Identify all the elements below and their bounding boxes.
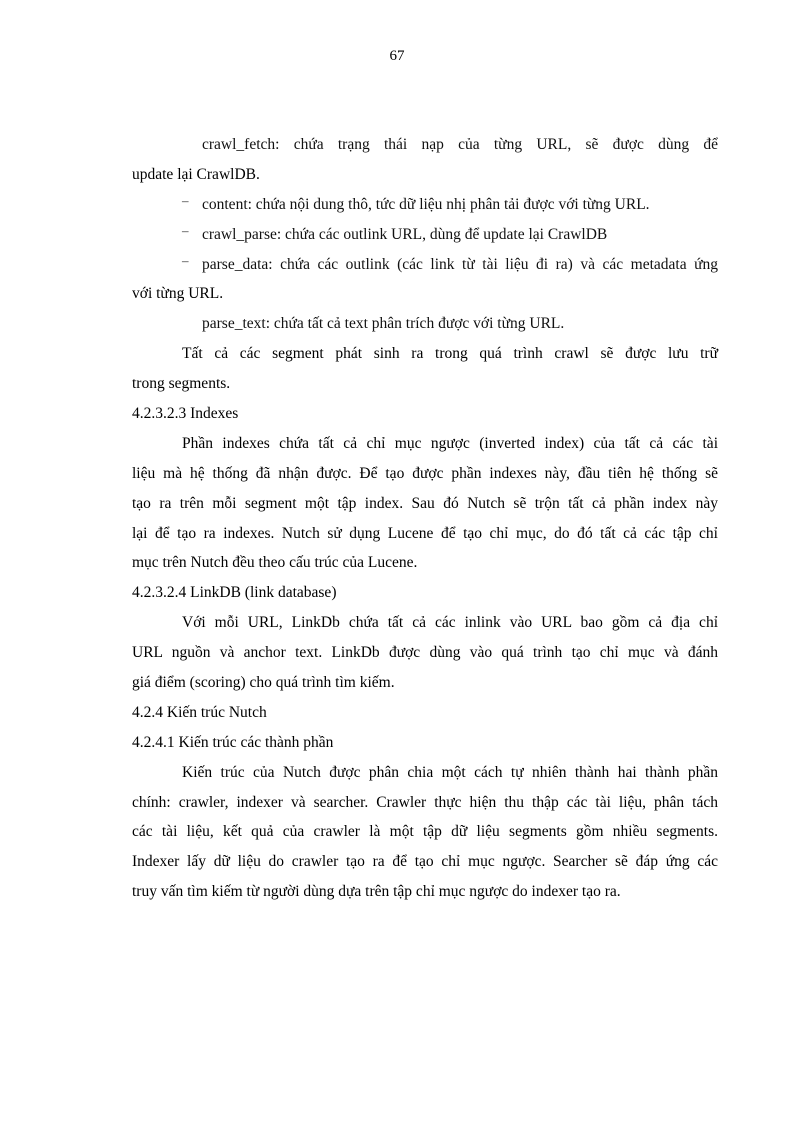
paragraph-line: các tài liệu, kết quả của crawler là một tập dữ liệu segments gồm nhiều segments. bbox=[132, 823, 718, 841]
list-item-parse-text: parse_text: chứa tất cả text phân trích được với từng URL. bbox=[202, 315, 565, 333]
paragraph-line: Kiến trúc của Nutch được phân chia một cách tự nhiên thành hai thành phần bbox=[182, 763, 718, 781]
paragraph-line: Với mỗi URL, LinkDb chứa tất cả các inlink vào URL bao gồm cả địa chỉ bbox=[182, 614, 718, 632]
list-item-crawl-fetch: crawl_fetch: chứa trạng thái nạp của từng URL, sẽ được dùng để bbox=[202, 136, 718, 153]
section-heading: 4.2.3.2.3 Indexes bbox=[132, 405, 239, 423]
paragraph-line: Tất cả các segment phát sinh ra trong quá trình crawl sẽ được lưu trữ bbox=[182, 345, 718, 363]
body-text bbox=[132, 130, 718, 907]
bullet-dash: – bbox=[182, 192, 189, 208]
paragraph-line: mục trên Nutch đều theo cấu trúc của Lucene. bbox=[132, 554, 418, 572]
paragraph-line: tạo ra trên mỗi segment một tập index. Sau đó Nutch sẽ trộn tất cả phần index này bbox=[132, 494, 718, 512]
paragraph-line: liệu mà hệ thống đã nhận được. Để tạo được phần indexes này, đầu tiên hệ thống sẽ bbox=[132, 464, 718, 482]
list-item-text: content: chứa nội dung thô, tức dữ liệu nhị phân tải được với từng URL. bbox=[202, 195, 650, 213]
paragraph-line: giá điểm (scoring) cho quá trình tìm kiếm. bbox=[132, 674, 395, 692]
paragraph-line: chính: crawler, indexer và searcher. Crawler thực hiện thu thập các tài liệu, phân tách bbox=[132, 793, 718, 811]
list-item-text: parse_data: chứa các outlink (các link từ tài liệu đi ra) và các metadata ứng bbox=[202, 255, 718, 273]
list-item-content bbox=[132, 190, 718, 220]
section-heading: 4.2.4.1 Kiến trúc các thành phần bbox=[132, 733, 334, 751]
list-item-crawl-parse bbox=[132, 220, 718, 250]
paragraph-line: truy vấn tìm kiếm từ người dùng dựa trên tập chỉ mục ngược do indexer tạo ra. bbox=[132, 883, 621, 901]
list-item-parse-data bbox=[132, 250, 718, 280]
section-heading: 4.2.4 Kiến trúc Nutch bbox=[132, 703, 267, 721]
bullet-dash: – bbox=[182, 222, 189, 238]
list-item-text: crawl_parse: chứa các outlink URL, dùng để update lại CrawlDB bbox=[202, 225, 608, 243]
paragraph-line: Phần indexes chứa tất cả chỉ mục ngược (inverted index) của tất cả các tài bbox=[182, 434, 718, 452]
list-item-parse-data-cont: với từng URL. bbox=[132, 285, 224, 303]
paragraph-line: Indexer lấy dữ liệu do crawler tạo ra để tạo chỉ mục ngược. Searcher sẽ đáp ứng các bbox=[132, 853, 718, 871]
paragraph-line: trong segments. bbox=[132, 375, 231, 393]
paragraph-line: lại để tạo ra indexes. Nutch sử dụng Lucene để tạo chỉ mục, do đó tất cả các tập chỉ bbox=[132, 524, 718, 542]
list-item-crawl-fetch-cont: update lại CrawlDB. bbox=[132, 165, 260, 183]
bullet-dash: – bbox=[182, 252, 189, 268]
paragraph-line: URL nguồn và anchor text. LinkDb được dùng vào quá trình tạo chỉ mục và đánh bbox=[132, 644, 718, 662]
page-number: 67 bbox=[389, 48, 405, 64]
section-heading: 4.2.3.2.4 LinkDB (link database) bbox=[132, 584, 337, 602]
